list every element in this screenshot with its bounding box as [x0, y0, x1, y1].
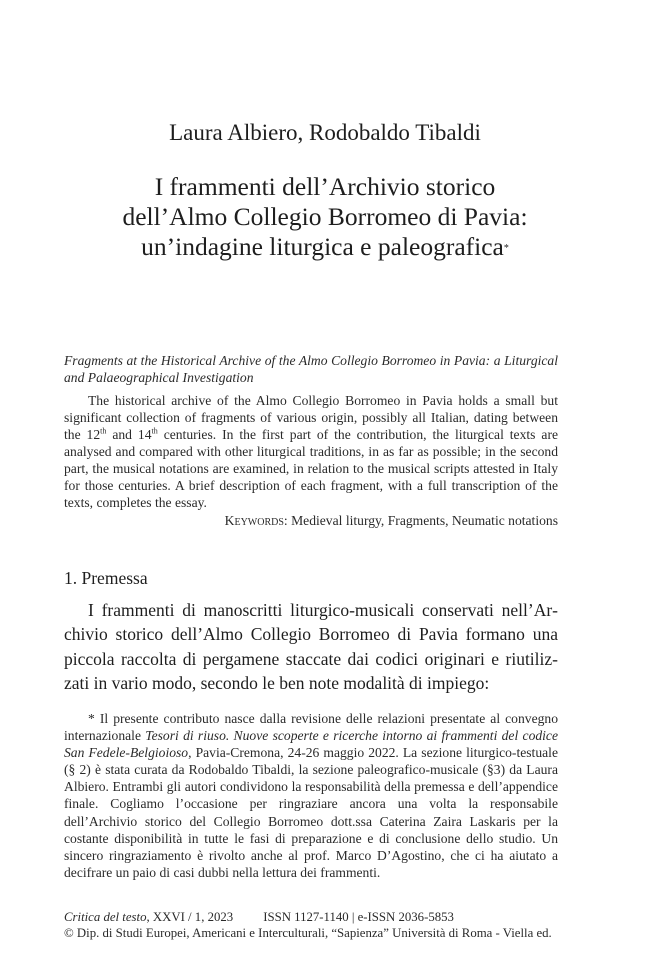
keywords-list: : Medieval liturgy, Fragments, Neumatic notations — [283, 513, 558, 528]
authors: Laura Albiero, Rodobaldo Tibaldi — [169, 120, 481, 145]
abstract-text: The historical archive of the Almo Collegio Borromeo in Pavia holds a small but significant collection of fragments of various origin, possibly all Italian, dating between the 12th and 14th centuries. In the first part of the contribution, the liturgical texts are analysed and compared with other liturgical traditions, in as far as possible; in the second part, the musical notations are examined, in relation to the musical scripts attested in Italy for those centuries. A brief description of each fragment, with a full transcription of the texts, completes the essay. — [64, 393, 558, 510]
keywords — [225, 513, 558, 529]
footnote-marker[interactable]: * — [503, 243, 509, 254]
abstract-title: Fragments at the Historical Archive of the Almo Collegio Borromeo in Pavia: a Liturgical and Palaeographical Investigation — [64, 353, 558, 385]
copyright: © Dip. di Studi Europei, Americani e Interculturali, “Sapienza” Università di Roma - Viella ed. — [64, 926, 552, 940]
body-paragraph: I frammenti di manoscritti liturgico-musicali conservati nell’Archivio storico dell’Almo Collegio Borromeo di Pavia formano una piccola raccolta di pergamene staccate dai codici originari e riutilizzati in vario modo, secondo le ben note modalità di impiego: — [64, 600, 558, 693]
title-line: dell’Almo Collegio Borromeo di Pavia: — [122, 202, 528, 231]
issn: ISSN 1127-1140 | e-ISSN 2036-5853 — [263, 910, 454, 924]
article-title — [0, 172, 650, 262]
keywords-label: Keywords — [224, 513, 284, 528]
title-line: I frammenti dell’Archivio storico — [154, 172, 496, 201]
page-footer — [64, 909, 552, 941]
journal-issue: , XXVI / 1, 2023 — [146, 910, 234, 924]
title-line — [0, 232, 650, 262]
section-heading: 1. Premessa — [64, 568, 148, 588]
footnote: * Il presente contributo nasce dalla revisione delle relazioni presentate al convegno internazionale Tesori di riuso. Nuove scoperte e ricerche intorno ai frammenti del codice San Fedele-Belgioioso, Pavia-Cremona, 24-26 maggio 2022. La sezione liturgico-testuale (§ 2) è stata curata da Rodobaldo Tibaldi, la sezione paleografico-musicale (§3) da Laura Albiero. Entrambi gli autori condividono la responsabilità della premessa e dell’appendice finale. Cogliamo l’occasione per ringraziare ancora una volta la responsabile dell’Archivio storico del Collegio Borromeo dott.ssa Caterina Zaira Laskaris per la costante disponibilità in tutte le fasi di preparazione e di conclusione dello studio. Un sincero ringraziamento è rivolto anche al prof. Marco D’Agostino, che ci ha aiutato a decifrare un paio di casi dubbi nella lettura dei frammenti. — [64, 711, 559, 880]
footer-citation — [64, 909, 552, 925]
journal-title: Critica del testo — [64, 910, 147, 924]
title-line-text: un’indagine liturgica e paleografica — [141, 232, 504, 261]
